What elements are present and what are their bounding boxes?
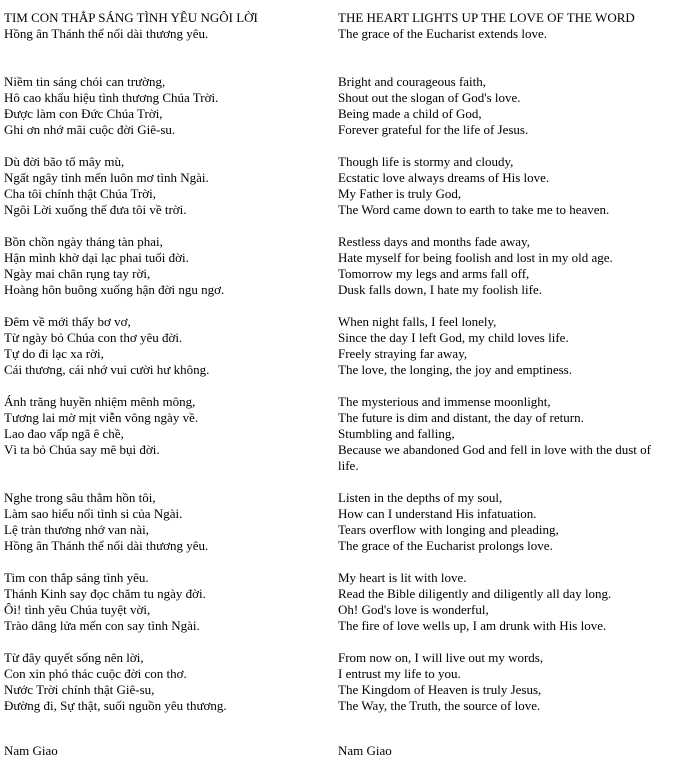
verse-line: How can I understand His infatuation. [338,506,537,521]
verse-line: Tears overflow with longing and pleading, [338,522,559,537]
verse-line: Hô cao khẩu hiệu tình thương Chúa Trời. [4,90,219,105]
stanza [338,490,674,554]
verse-line: Dusk falls down, I hate my foolish life. [338,282,542,297]
verse-line: Trào dâng lửa mến con say tình Ngài. [4,618,200,633]
verse-line: My Father is truly God, [338,186,462,201]
verse-line: Vì ta bỏ Chúa say mê bụi đời. [4,442,160,457]
verse-line: Làm sao hiểu nổi tình si của Ngài. [4,506,183,521]
verse-line: Nghe trong sâu thẳm hồn tôi, [4,490,156,505]
verse-line: Tương lai mờ mịt viễn vông ngày về. [4,410,199,425]
stanza [4,490,324,554]
verse-line: Ôi! tình yêu Chúa tuyệt vời, [4,602,151,617]
verse-line: Being made a child of God, [338,106,482,121]
verse-line: Từ ngày bỏ Chúa con thơ yêu đời. [4,330,183,345]
stanza [4,650,324,714]
verse-line: The fire of love wells up, I am drunk with His love. [338,618,607,633]
verse-line: Hận mình khờ dại lạc phai tuổi đời. [4,250,189,265]
stanza [4,234,324,298]
verse-line: Tomorrow my legs and arms fall off, [338,266,530,281]
verse-line: Listen in the depths of my soul, [338,490,503,505]
verse-line: Được làm con Đức Chúa Trời, [4,106,163,121]
verse-line: Lệ tràn thương nhớ van nài, [4,522,149,537]
verse-line: Since the day I left God, my child loves life. [338,330,569,345]
verse-line: The love, the longing, the joy and emptiness. [338,362,572,377]
stanza [338,394,674,474]
verse-line: Shout out the slogan of God's love. [338,90,521,105]
verse-line: Though life is stormy and cloudy, [338,154,514,169]
verse-line: Con xin phó thác cuộc đời con thơ. [4,666,187,681]
verse-line: Stumbling and falling, [338,426,455,441]
verse-line: Nước Trời chính thật Giê-su, [4,682,155,697]
verse-line: Read the Bible diligently and diligently all day long. [338,586,612,601]
verse-line: Ánh trăng huyền nhiệm mênh mông, [4,394,196,409]
verse-line: The Way, the Truth, the source of love. [338,698,541,713]
verse-line: Tim con thắp sáng tình yêu. [4,570,149,585]
verse-line: Ngày mai chân rụng tay rời, [4,266,151,281]
verse-line: Đường đi, Sự thật, suối nguồn yêu thương. [4,698,227,713]
stanza [4,154,324,218]
verse-line: Hồng ân Thánh thể nối dài thương yêu. [4,538,209,553]
verse-line: From now on, I will live out my words, [338,650,544,665]
poem-title: THE HEART LIGHTS UP THE LOVE OF THE WORD [338,10,635,25]
verse-line: Ecstatic love always dreams of His love. [338,170,550,185]
verse-line: Cha tôi chính thật Chúa Trời, [4,186,157,201]
stanza [4,570,324,634]
verse-line: My heart is lit with love. [338,570,467,585]
verse-line: Thánh Kinh say đọc chăm tu ngày đời. [4,586,206,601]
verse-line: Ngôi Lời xuống thế đưa tôi về trời. [4,202,187,217]
verse-line: Because we abandoned God and fell in love with the dust of life. [338,442,651,473]
stanza [338,74,674,138]
stanza [4,314,324,378]
verse-line: Bồn chồn ngày tháng tàn phai, [4,234,163,249]
poem-title: TIM CON THẮP SÁNG TÌNH YÊU NGÔI LỜI [4,10,258,25]
stanza [338,234,674,298]
verse-line: Tự do đi lạc xa rời, [4,346,104,361]
verse-line: Dù đời bão tố mây mù, [4,154,125,169]
verse-line: Restless days and months fade away, [338,234,530,249]
poem-subtitle: The grace of the Eucharist extends love. [338,26,547,41]
verse-line: Hate myself for being foolish and lost in my old age. [338,250,613,265]
verse-line: Ngất ngây tình mến luôn mơ tình Ngài. [4,170,209,185]
verse-line: Oh! God's love is wonderful, [338,602,489,617]
stanza [4,394,324,458]
verse-line: Đêm về mới thấy bơ vơ, [4,314,131,329]
verse-line: Hoàng hôn buông xuống hận đời ngu ngơ. [4,282,225,297]
vietnamese-poem-column [4,10,324,714]
verse-line: Lao đao vấp ngã ê chề, [4,426,124,441]
verse-line: The Kingdom of Heaven is truly Jesus, [338,682,542,697]
verse-line: The grace of the Eucharist prolongs love. [338,538,553,553]
stanza [338,570,674,634]
verse-line: Từ đây quyết sống nên lời, [4,650,144,665]
verse-line: The mysterious and immense moonlight, [338,394,551,409]
verse-line: Cái thương, cái nhớ vui cười hư không. [4,362,210,377]
verse-line: Niềm tin sáng chói can trường, [4,74,166,89]
verse-line: Ghi ơn nhớ mãi cuộc đời Giê-su. [4,122,176,137]
author-name: Nam Giao [4,743,58,758]
poem-subtitle: Hồng ân Thánh thể nối dài thương yêu. [4,26,209,41]
verse-line: When night falls, I feel lonely, [338,314,497,329]
stanza [4,74,324,138]
stanza [338,314,674,378]
verse-line: The future is dim and distant, the day of return. [338,410,584,425]
verse-line: I entrust my life to you. [338,666,461,681]
verse-line: The Word came down to earth to take me to heaven. [338,202,610,217]
stanza [338,650,674,714]
verse-line: Freely straying far away, [338,346,468,361]
english-translation-column [338,10,674,714]
verse-line: Forever grateful for the life of Jesus. [338,122,529,137]
stanza [338,154,674,218]
verse-line: Bright and courageous faith, [338,74,487,89]
author-name: Nam Giao [338,743,392,758]
